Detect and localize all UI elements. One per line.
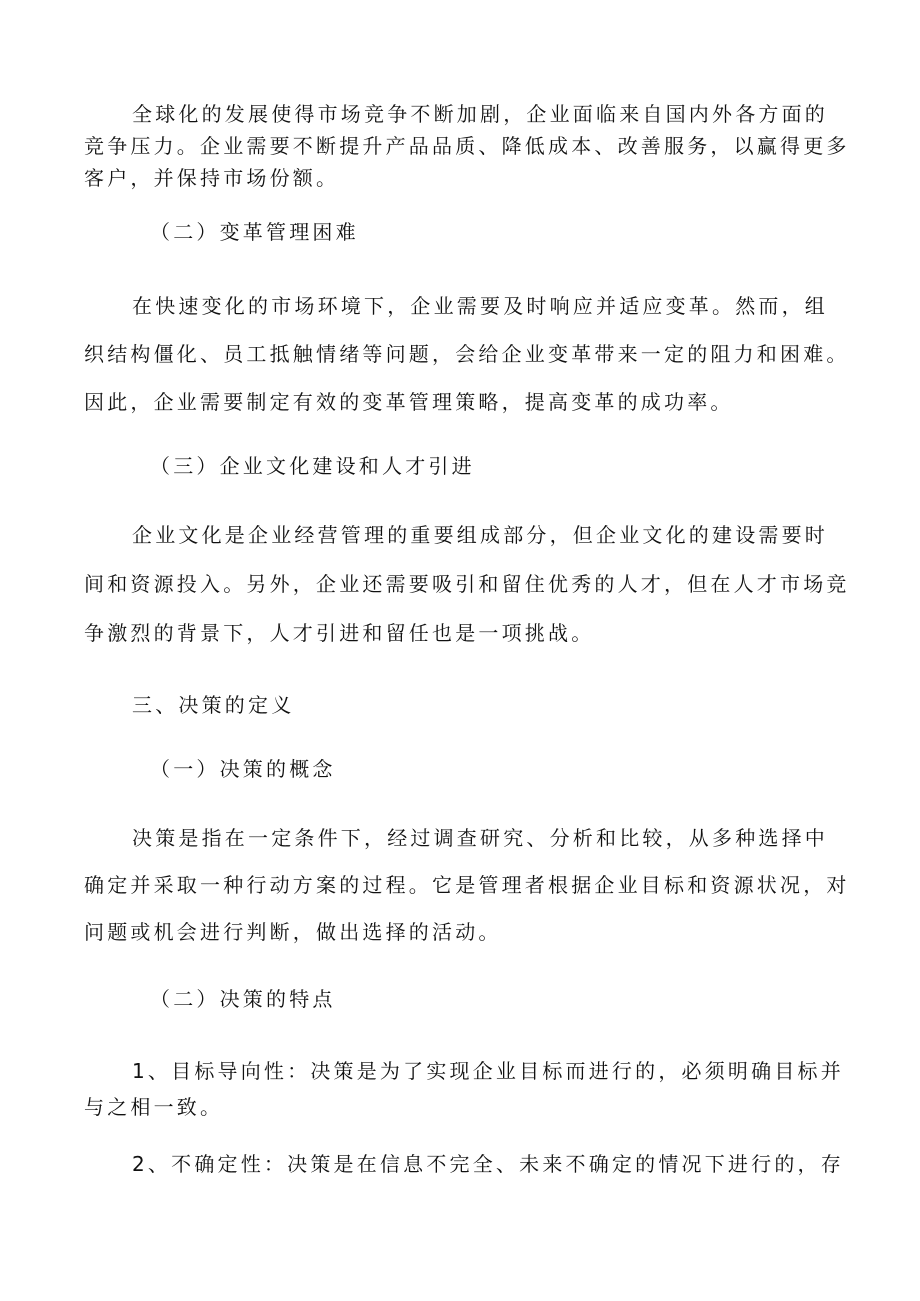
text-line: 企业文化是企业经营管理的重要组成部分，但企业文化的建设需要时 xyxy=(132,523,828,547)
text-line: 2、不确定性：决策是在信息不完全、未来不确定的情况下进行的，存 xyxy=(132,1152,844,1176)
section-heading-decision-concept: （一）决策的概念 xyxy=(150,757,336,781)
paragraph-change-management xyxy=(84,282,850,426)
text-line: 间和资源投入。另外，企业还需要吸引和留住优秀的人才，但在人才市场竞 xyxy=(84,572,850,596)
chapter-heading-decision-definition: 三、决策的定义 xyxy=(132,693,295,717)
paragraph-goal-oriented xyxy=(84,1053,844,1125)
text-line: 确定并采取一种行动方案的过程。它是管理者根据企业目标和资源状况，对 xyxy=(84,873,850,897)
text-line: 织结构僵化、员工抵触情绪等问题，会给企业变革带来一定的阻力和困难。 xyxy=(84,342,850,366)
paragraph-decision-concept xyxy=(84,815,850,956)
text-line: 与之相一致。 xyxy=(84,1095,224,1119)
text-line: 因此，企业需要制定有效的变革管理策略，提高变革的成功率。 xyxy=(84,390,734,414)
text-line: 在快速变化的市场环境下，企业需要及时响应并适应变革。然而，组 xyxy=(132,294,828,318)
text-line: 1、目标导向性：决策是为了实现企业目标而进行的，必须明确目标并 xyxy=(132,1059,844,1083)
text-line: 问题或机会进行判断，做出选择的活动。 xyxy=(84,920,502,944)
section-heading-decision-characteristics: （二）决策的特点 xyxy=(150,987,336,1011)
text-line: 决策是指在一定条件下，经过调查研究、分析和比较，从多种选择中 xyxy=(132,826,828,850)
section-heading-culture-talent: （三）企业文化建设和人才引进 xyxy=(150,454,475,478)
paragraph-uncertainty xyxy=(84,1148,844,1180)
text-line: 竞争压力。企业需要不断提升产品品质、降低成本、改善服务，以赢得更多 xyxy=(84,134,850,158)
section-heading-change-management: （二）变革管理困难 xyxy=(150,220,359,244)
text-line: 客户，并保持市场份额。 xyxy=(84,166,340,190)
paragraph-market-competition xyxy=(84,98,850,194)
paragraph-culture-talent xyxy=(84,511,850,658)
text-line: 全球化的发展使得市场竞争不断加剧，企业面临来自国内外各方面的 xyxy=(132,102,828,126)
text-line: 争激烈的背景下，人才引进和留任也是一项挑战。 xyxy=(84,621,595,645)
